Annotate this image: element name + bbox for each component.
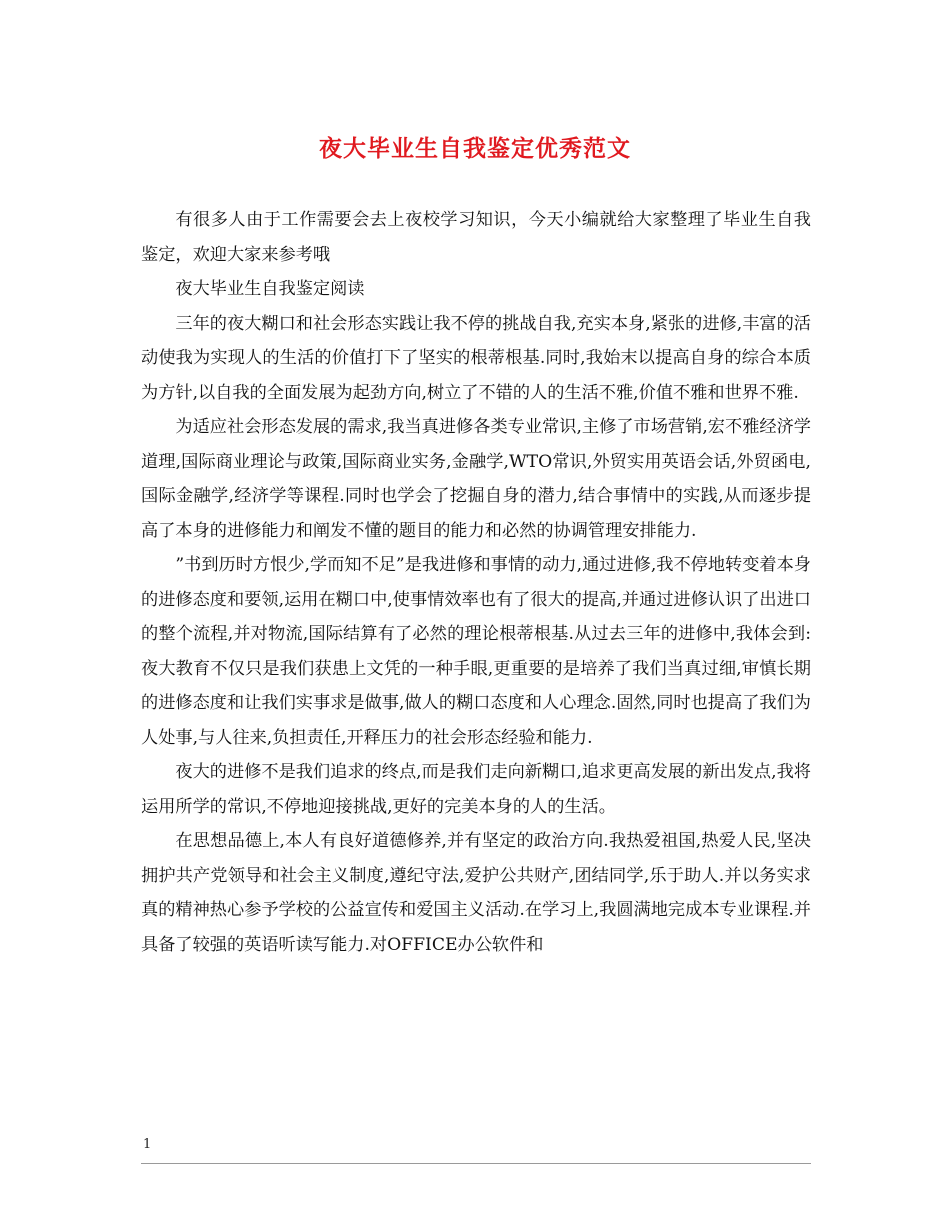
document-body xyxy=(141,203,811,962)
footer-divider xyxy=(141,1163,811,1164)
document-title: 夜大毕业生自我鉴定优秀范文 xyxy=(319,135,631,162)
paragraph-body: 为适应社会形态发展的需求,我当真进修各类专业常识,主修了市场营销,宏不雅经济学道理,国际商业理论与政策,国际商业实务,金融学,WTO常识,外贸实用英语会话,外贸函电,国际金融学,经济学等课程.同时也学会了挖掘自身的潜力,结合事情中的实践,从而逐步提高了本身的进修能力和阐发不懂的题目的能力和必然的协调管理安排能力. xyxy=(141,417,811,541)
paragraph-intro: 有很多人由于工作需要会去上夜校学习知识，今天小编就给大家整理了毕业生自我鉴定，欢迎大家来参考哦 xyxy=(141,210,811,265)
paragraph-subheading: 夜大毕业生自我鉴定阅读 xyxy=(175,279,365,299)
paragraph-body: 夜大的进修不是我们追求的终点,而是我们走向新糊口,追求更高发展的新出发点,我将运用所学的常识,不停地迎接挑战,更好的完美本身的人的生活。 xyxy=(141,762,811,817)
paragraph-body: 三年的夜大糊口和社会形态实践让我不停的挑战自我,充实本身,紧张的进修,丰富的活动使我为实现人的生活的价值打下了坚实的根蒂根基.同时,我始末以提高自身的综合本质为方针,以自我的全面发展为起劲方向,树立了不错的人的生活不雅,价值不雅和世界不雅. xyxy=(141,313,811,403)
paragraph-body: 在思想品德上,本人有良好道德修养,并有坚定的政治方向.我热爱祖国,热爱人民,坚决拥护共产党领导和社会主义制度,遵纪守法,爱护公共财产,团结同学,乐于助人.并以务实求真的精神热心参予学校的公益宣传和爱国主义活动.在学习上,我圆满地完成本专业课程.并具备了较强的英语听读写能力.对OFFICE办公软件和 xyxy=(141,831,811,955)
paragraph-body: ”书到历时方恨少,学而知不足”是我进修和事情的动力,通过进修,我不停地转变着本身的进修态度和要领,运用在糊口中,使事情效率也有了很大的提高,并通过进修认识了出进口的整个流程,并对物流,国际结算有了必然的理论根蒂根基.从过去三年的进修中,我体会到:夜大教育不仅只是我们获患上文凭的一种手眼,更重要的是培养了我们当真过细,审慎长期的进修态度和让我们实事求是做事,做人的糊口态度和人心理念.固然,同时也提高了我们为人处事,与人往来,负担责任,开释压力的社会形态经验和能力. xyxy=(141,555,811,748)
page-number: 1 xyxy=(143,1137,152,1152)
